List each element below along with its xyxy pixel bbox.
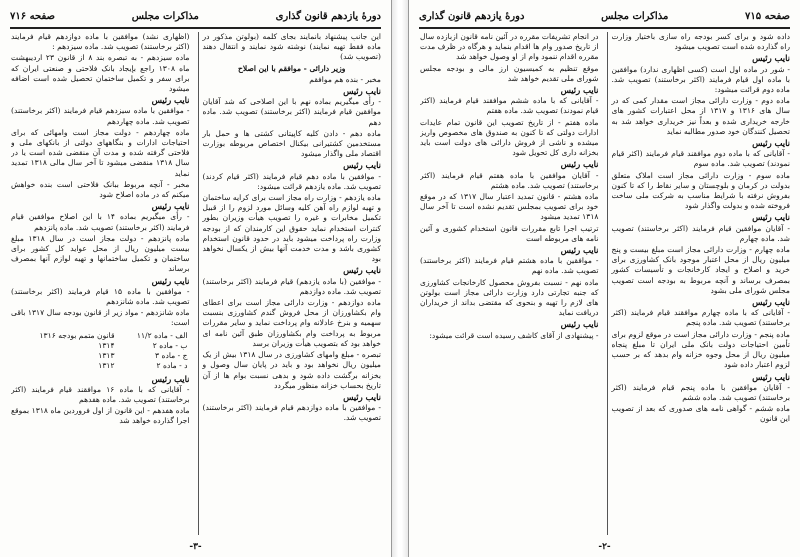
paragraph: ماده دوازدهم - وزارت دارائی مجاز است برای اعطای وام بکشاورزان از محل فروش گندم کشاورزی بنسبت سهمیه و بنرخ عادلانه وام پرداخت نماید و سایر مقررات مربوط به پرداخت وام بکشاورزان طبق آئین نامه ای خواهد بود که بتصویب هیأت وزیران برسد [202, 298, 381, 348]
page-header [419, 6, 790, 26]
paragraph: ماده دوم - وزارت دارائی مجاز است مقدار کمی که در سال های ۱۳۱۶ و ۱۳۱۷ از محل اعتبارات کشور های خارجه خریداری شده و بعداً نیز خریداری خواهد شد به تحصیل کنندگان خود صدور مطالبه نماید [611, 96, 790, 136]
table-cell: ۱۳۱۲ [98, 361, 115, 371]
left-column [10, 32, 190, 535]
header-rule [10, 27, 381, 29]
header-page-number: صفحه ۷۱۶ [10, 10, 55, 22]
paragraph: - آقایان موافقین قیام فرمایند (اکثر برخاستند) تصویب شد. ماده چهارم [611, 223, 790, 243]
speaker-name: نایب رئیس [752, 297, 790, 308]
paragraph: ماده سوم - وزارت دارائی مجاز است املاک متعلق بدولت در کرمان و بلوچستان و سایر نقاط را که تا کنون بفروش نرفته با شرایط مناسب به شرکت ملی ساخت فروخته شده و بدولت واگذار شود [611, 170, 790, 211]
paragraph: ماده پانزدهم - دولت مجاز است در سال ۱۳۱۸ مبلغ بیست میلیون ریال از محل عواید کل کشور برای ساختمان و تکمیل ساختمانها و تهیه لوازم آنها بمصرف برساند [11, 233, 190, 274]
paragraph: - آقایانی که با ماده ۱۶ موافقند قیام فرمایند (اکثر برخاستند) تصویب شد. ماده هفدهم [11, 384, 190, 404]
text-columns [10, 32, 381, 535]
header-page-number: صفحه ۷۱۵ [745, 10, 790, 22]
paragraph: ماده هفدهم - این قانون از اول فروردین ماه ۱۳۱۸ بموقع اجرا گذارده خواهد شد [11, 406, 190, 426]
header-rule [419, 27, 790, 29]
paragraph: (اظهاری نشد) موافقین با ماده دوازدهم قیام فرمایند (اکثر برخاستند) تصویب شد. ماده سیزدهم : [11, 32, 190, 52]
paragraph: - آقایانی که با ماده چهارم موافقند قیام فرمایند (اکثر برخاستند) تصویب شد. ماده پنجم [611, 308, 790, 328]
paragraph: ماده یازدهم - وزارت راه مجاز است برای کرایه ساختمان و تهیه لوازم راه آهن کلیه وسائل مورد لزوم را از قبیل تکمیل مخابرات و غیره را تصویب هیأت وزیران بطور کنترات استخدام نماید حقوق این کارمندان که از بودجه وزارت راه پرداخت میشود باید در حدود قانون استخدام کشوری باشد و مدت خدمت آنها بیش از یکسال نخواهد بود [202, 193, 381, 264]
speaker-name: نایب رئیس [752, 371, 790, 382]
table-cell: ج - ماده ۳ [154, 351, 188, 361]
paragraph: مخبر - بنده هم موافقم [309, 74, 381, 84]
table-row [11, 351, 190, 361]
speaker-name: نایب رئیس [343, 265, 381, 276]
header-session: دورهٔ یازدهم قانون گذاری [419, 10, 525, 22]
left-page [0, 0, 392, 557]
paragraph: - موافقین با ماده هشتم قیام فرمایند (اکثر برخاستند) تصویب شد. ماده نهم [420, 256, 599, 276]
paragraph: - موافقین با ماده دوازدهم قیام فرمایند (اکثر برخاستند) تصویب شد. [202, 403, 381, 423]
table-row [11, 341, 190, 351]
paragraph: - موافقین (با ماده یازدهم) قیام فرمایند (اکثر برخاستند) تصویب شد. ماده دوازدهم [202, 276, 381, 296]
speaker-name: نایب رئیس [752, 212, 790, 223]
paragraph: داده شود و برای کسر بودجه راه سازی باختیار وزارت راه گذارده شده است تصویب میشود [611, 32, 790, 52]
paragraph: - آقایان موافقین با ماده هفتم قیام فرمایند (اکثر برخاستند) تصویب شد. ماده هشتم [420, 170, 599, 190]
right-column [198, 32, 382, 535]
speaker-name: نایب رئیس [752, 53, 790, 64]
header-journal: مذاکرات مجلس [601, 10, 669, 22]
paragraph: ماده چهارم - وزارت دارائی مجاز است مبلغ بیست و پنج میلیون ریال از محل اعتبار موجود بانک کشاورزی برای خرید و اصلاح و ایجاد کارخانجات و تأسیسات کشور بمصرف برساند و آنچه مربوط به بودجه است تصویب مجلس شورای ملی بشود [611, 245, 790, 295]
paragraph: این جانب پیشنهاد بانمایند بجای کلمه (بولوتن مذکور در ماده فقط تهیه نمایند) نوشته شود نمایند و انتقال دهند (تصویب شد) [202, 32, 381, 62]
paragraph: - شور در ماده اول است (کسی اظهاری ندارد) موافقین با ماده اول قیام فرمایند (اکثر برخاستند) تصویب شد. ماده دوم قرائت میشود: [611, 64, 790, 95]
right-page [408, 0, 800, 557]
text-columns [419, 32, 790, 535]
header-session: دورهٔ یازدهم قانون گذاری [275, 10, 381, 22]
paragraph: ماده چهاردهم - دولت مجاز است وامهائی که برای احتیاجات ادارات و بنگاههای دولتی از بانکهای ملی و فلاحتی گرفته شده و مدت آن منقضی شده است یا در سال ۱۳۱۸ منقضی میشود تا آخر سال مالی ۱۳۱۸ تمدید نماید [11, 127, 190, 178]
paragraph: - رأی میگیریم بماده ۱۴ با این اصلاح موافقین قیام فرمایند (اکثر برخاستند) تصویب شد. ماده پانزدهم [11, 212, 190, 232]
paragraph: ماده پنجم - وزارت دارائی مجاز است در موقع لزوم برای تأمین احتیاجات دولت بانک ملی ایران تا مبلغ پنجاه میلیون ریال از محل وجوه خزانه وام بدهد که بر حسب لزوم اعتبار داده شود [611, 329, 790, 370]
paragraph: در انجام تشریفات مقرره در آئین نامه قانون ازبازده سال از تاریخ صدور وام ها اقدام بنماید و هرگاه در ظرف مدت مقرره اقدام ننمود وام از او وصول خواهد شد [420, 32, 599, 62]
speaker-name: نایب رئیس [560, 85, 599, 96]
paragraph: - موافقین با ماده دهم قیام فرمایند (اکثر قیام کردند) تصویب شد. ماده یازدهم قرائت میشود: [202, 171, 381, 191]
speaker-name: نایب رئیس [343, 160, 381, 171]
items-table [11, 331, 190, 372]
speaker-name: نایب رئیس [151, 95, 190, 106]
paragraph: ترتیب اجرا تابع مقررات قانون استخدام کشوری و آئین نامه های مربوطه است [420, 223, 599, 243]
paragraph: ماده نهم - نسبت بفروش محصول کارخانجات کشاورزی که جنبه تجارتی دارد وزارت دارائی مجاز است بولوتن های لازم را تهیه و بنحوی که مقتضی بداند از خریداران دریافت نماید [420, 277, 599, 318]
book-gutter [392, 0, 408, 557]
paragraph: ماده هفتم - از تاریخ تصویب این قانون تمام عایدات ادارات دولتی که تا کنون به صندوق های مخصوص واریز میشده و ناشی از فروش دارائی های دولت است باید بخزانه داری کل تحویل شود [420, 117, 599, 158]
paragraph: - رأی میگیریم بماده نهم با این اصلاحی که شد آقایان موافقین قیام فرمایند (اکثر برخاستند) تصویب شد. ماده دهم [202, 97, 381, 127]
paragraph: مخبر - آنچه مربوط ببانک فلاحتی است بنده خواهش میکنم که در ماده اصلاح شود [11, 179, 190, 200]
table-cell: ب - ماده ۲ [152, 340, 188, 350]
paragraph: ماده شانزدهم - مواد زیر از قانون بودجه سال ۱۳۱۷ باقی است: [11, 308, 190, 328]
table-row [11, 331, 190, 341]
speaker-name: نایب رئیس [151, 201, 190, 212]
speaker-name: نایب رئیس [560, 319, 599, 330]
paragraph: - پیشنهادی از آقای کاشف رسیده است قرائت میشود: [429, 330, 599, 340]
paragraph: تبصره - مبلغ وامهای کشاورزی در سال ۱۳۱۸ بیش از یک میلیون ریال نخواهد بود و باید در پایان سال وصول و بخزانه برگشت داده شود و بدهی نسبت بوام ها از آن تاریخ بحساب خزانه منظور میگردد [202, 350, 381, 390]
paragraph: - آقایانی که با ماده ششم موافقند قیام فرمایند (اکثر قیام نمودند) تصویب شد. ماده هفتم [420, 96, 599, 116]
speaker-name: نایب رئیس [752, 138, 790, 149]
paragraph: - موافقین با ماده ۱۵ قیام فرمایند (اکثر برخاستند) تصویب شد. ماده شانزدهم [11, 286, 190, 307]
paragraph: ماده هشتم - قانون تمدید اعتبار سال ۱۳۱۷ که در موقع خود برای تصویب بمجلس تقدیم نشده است تا آخر سال ۱۳۱۸ تمدید میشود [420, 192, 599, 222]
header-journal: مذاکرات مجلس [131, 10, 199, 22]
table-cell: ۱۳۱۳ [98, 351, 115, 361]
speaker-name: نایب رئیس [343, 391, 381, 402]
paragraph: - موافقین با ماده سیزدهم قیام فرمایند (اکثر برخاستند) تصویب شد. ماده چهاردهم [11, 106, 190, 126]
paragraph: - آقایان موافقین با ماده پنجم قیام فرمایند (اکثر برخاستند) تصویب شد. ماده ششم [611, 382, 790, 402]
table-cell: ۱۳۱۴ [98, 340, 115, 350]
table-row [11, 361, 190, 371]
paragraph: ماده ششم - گواهی نامه های صدوری که بعد از تصویب این قانون [611, 404, 790, 424]
paragraph: ماده سیزدهم - به تبصره بند ۸ از قانون ۲۳ اردیبهشت ماه ۱۳۰۸ راجع بإیجاد بانک فلاحتی و صنعتی ایران که برای سفر و تکمیل ساختمان تحصیل شده است اضافه میشود [11, 53, 190, 94]
page-footer-number: -۳- [189, 542, 202, 552]
paragraph: موقع تنظیم به کمیسیون ارز مالی و بودجه مجلس شورای ملی تقدیم خواهد شد [420, 63, 599, 83]
speaker-name: نایب رئیس [560, 245, 599, 256]
speaker-name: نایب رئیس [343, 86, 381, 97]
speaker-name: نایب رئیس [560, 159, 599, 170]
table-cell: الف - ماده ۱۱/۲ [136, 330, 188, 340]
centered-remark: وزیر دارائی - موافقم با این اصلاح [238, 63, 346, 73]
speaker-name: نایب رئیس [151, 275, 190, 286]
page-footer-number: -۲- [598, 542, 611, 552]
left-column [419, 32, 599, 535]
table-cell: قانون متمم بودجه ۱۳۱۶ [39, 330, 115, 340]
right-column [607, 32, 791, 535]
page-header [10, 6, 381, 26]
speaker-name: نایب رئیس [151, 373, 190, 384]
paragraph: ماده دهم - دادن کلیه کاپیتانی کشتی ها و حمل بار مستخدمین کشتیرانی بیکنال اختصاص مربوطه بوزارت اقتصاد ملی واگذار میشود [202, 128, 381, 159]
table-cell: د - ماده ۲ [156, 361, 188, 371]
paragraph: - آقایانی که با ماده دوم موافقند قیام فرمایند (اکثر قیام نمودند) تصویب شد. ماده سوم [611, 149, 790, 169]
